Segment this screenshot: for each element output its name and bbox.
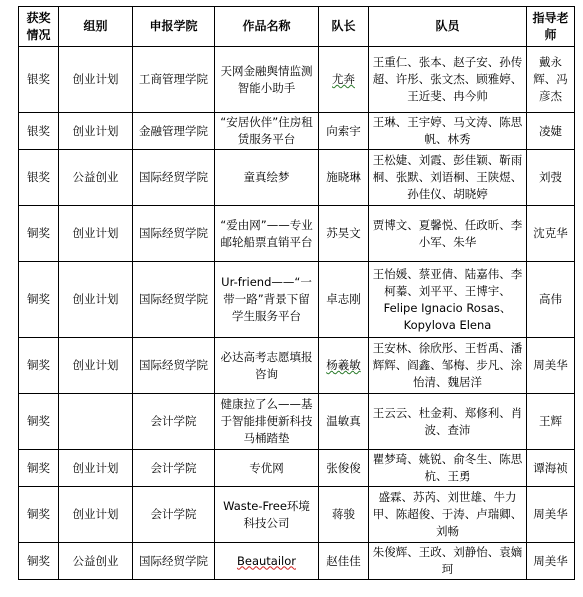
members-cell: 王松婕、刘霞、彭佳颖、靳雨桐、张默、刘语桐、王陕煜、孙佳仪、胡晓婷: [369, 150, 527, 206]
captain-cell: 温敏真: [319, 394, 369, 450]
group-cell: 公益创业: [59, 150, 133, 206]
header-members: 队员: [369, 7, 527, 47]
college-cell: 金融管理学院: [133, 113, 215, 150]
project-cell: Ur-friend——“一带一路”背景下留学生服务平台: [215, 262, 319, 338]
group-cell: 创业计划: [59, 450, 133, 487]
project-cell: Beautailor: [215, 543, 319, 580]
table-row: [19, 338, 575, 394]
project-cell: 天网金融舆情监测智能小助手: [215, 47, 319, 113]
advisor-cell: 高伟: [527, 262, 575, 338]
captain-cell: 蒋骏: [319, 487, 369, 543]
table-row: [19, 450, 575, 487]
awards-table: [18, 6, 575, 580]
project-cell: 童真绘梦: [215, 150, 319, 206]
captain-cell: 尤奔: [319, 47, 369, 113]
captain-cell: 杨羲敏: [319, 338, 369, 394]
college-cell: 会计学院: [133, 487, 215, 543]
header-project: 作品名称: [215, 7, 319, 47]
group-cell: 创业计划: [59, 338, 133, 394]
college-cell: 会计学院: [133, 450, 215, 487]
college-cell: 会计学院: [133, 394, 215, 450]
captain-cell: 苏昊文: [319, 206, 369, 262]
project-cell: “安居伙伴”住房租赁服务平台: [215, 113, 319, 150]
college-cell: 国际经贸学院: [133, 543, 215, 580]
advisor-cell: 王辉: [527, 394, 575, 450]
table-row: [19, 394, 575, 450]
award-cell: 铜奖: [19, 487, 59, 543]
advisor-cell: 刘弢: [527, 150, 575, 206]
table-row: [19, 487, 575, 543]
members-cell: 贾博文、夏馨悦、任政昕、李小军、朱华: [369, 206, 527, 262]
advisor-cell: 戴永辉、冯彦杰: [527, 47, 575, 113]
award-cell: 铜奖: [19, 262, 59, 338]
captain-cell: 张俊俊: [319, 450, 369, 487]
project-cell: 健康拉了么——基于智能排便新科技马桶踏垫: [215, 394, 319, 450]
project-cell: “爱由网”——专业邮轮船票直销平台: [215, 206, 319, 262]
members-cell: 王安林、徐欣彤、王哲禹、潘辉辉、阎鑫、邹梅、步凡、涂怡清、魏居洋: [369, 338, 527, 394]
group-cell: 创业计划: [59, 262, 133, 338]
award-cell: 铜奖: [19, 206, 59, 262]
members-cell: 瞿梦琦、姚锐、俞冬生、陈思杭、王勇: [369, 450, 527, 487]
group-cell: 创业计划: [59, 206, 133, 262]
captain-cell: 赵佳佳: [319, 543, 369, 580]
project-cell: 必达高考志愿填报咨询: [215, 338, 319, 394]
college-cell: 工商管理学院: [133, 47, 215, 113]
advisor-cell: 沈克华: [527, 206, 575, 262]
project-cell: Waste-Free环境科技公司: [215, 487, 319, 543]
table-row: [19, 262, 575, 338]
group-cell: [59, 394, 133, 450]
group-cell: 公益创业: [59, 543, 133, 580]
award-cell: 铜奖: [19, 394, 59, 450]
college-cell: 国际经贸学院: [133, 262, 215, 338]
table-row: [19, 543, 575, 580]
advisor-cell: 周美华: [527, 543, 575, 580]
members-cell: 朱俊辉、王政、刘静怡、袁嫡珂: [369, 543, 527, 580]
advisor-cell: 凌婕: [527, 113, 575, 150]
advisor-cell: 周美华: [527, 338, 575, 394]
captain-cell: 施晓琳: [319, 150, 369, 206]
award-cell: 铜奖: [19, 543, 59, 580]
project-cell: 专优网: [215, 450, 319, 487]
award-cell: 银奖: [19, 113, 59, 150]
header-college: 申报学院: [133, 7, 215, 47]
members-cell: 盛霖、苏芮、刘世雄、牛力甲、陈超俊、于涛、卢瑞卿、刘畅: [369, 487, 527, 543]
header-captain: 队长: [319, 7, 369, 47]
award-cell: 铜奖: [19, 338, 59, 394]
members-cell: 王重仁、张本、赵子安、孙传超、许彤、张文杰、顾雅婷、王近斐、冉今帅: [369, 47, 527, 113]
table-row: [19, 47, 575, 113]
table-row: [19, 113, 575, 150]
table-row: [19, 206, 575, 262]
header-group: 组别: [59, 7, 133, 47]
college-cell: 国际经贸学院: [133, 150, 215, 206]
members-cell: 王云云、杜金莉、郑修利、肖波、查沛: [369, 394, 527, 450]
captain-cell: 向索宇: [319, 113, 369, 150]
advisor-cell: 周美华: [527, 487, 575, 543]
members-cell: 王怡媛、蔡亚倩、陆嘉伟、李柯蓁、刘平平、王博宇、Felipe Ignacio Rosas、Kopylova Elena: [369, 262, 527, 338]
members-cell: 王琳、王宇婷、马文涛、陈思帆、林秀: [369, 113, 527, 150]
table-row: [19, 150, 575, 206]
header-award: 获奖情况: [19, 7, 59, 47]
group-cell: 创业计划: [59, 487, 133, 543]
award-cell: 银奖: [19, 150, 59, 206]
captain-cell: 卓志刚: [319, 262, 369, 338]
table-header-row: [19, 7, 575, 47]
group-cell: 创业计划: [59, 47, 133, 113]
college-cell: 国际经贸学院: [133, 206, 215, 262]
college-cell: 国际经贸学院: [133, 338, 215, 394]
award-cell: 银奖: [19, 47, 59, 113]
header-advisor: 指导老师: [527, 7, 575, 47]
group-cell: 创业计划: [59, 113, 133, 150]
advisor-cell: 谭海祯: [527, 450, 575, 487]
award-cell: 铜奖: [19, 450, 59, 487]
